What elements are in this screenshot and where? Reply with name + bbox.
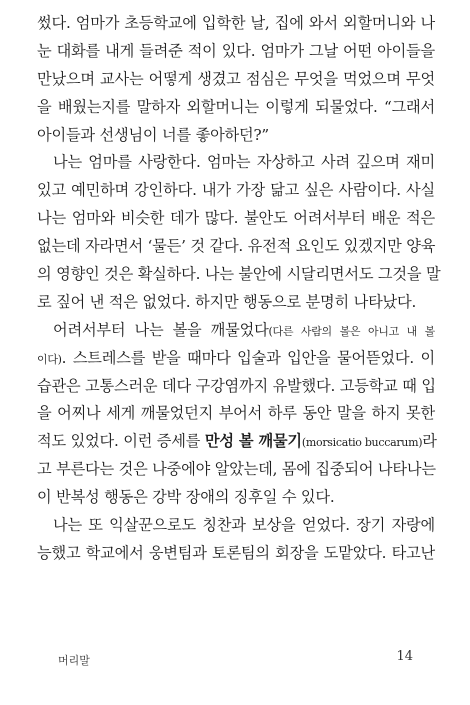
text-line: 나는 엄마와 비슷한 데가 많다. 불안도 어려서부터 배운 적은 (37, 209, 435, 228)
body-text (37, 10, 441, 568)
text-segment: . 스트레스를 받을 때마다 입술과 입안을 물어뜯었다. 이 (61, 348, 435, 367)
text-line: 을 어찌나 세게 깨물었던지 부어서 하루 동안 말을 하지 못한 (37, 404, 435, 423)
text-line: 고 부른다는 것은 나중에야 알았는데, 몸에 집중되어 나타나는 (37, 460, 436, 479)
text-line (37, 317, 435, 345)
text-line: 있고 예민하며 강인하다. 내가 가장 닮고 싶은 사람이다. 사실 (37, 181, 435, 200)
text-line: 눈 대화를 내게 들려준 적이 있다. 엄마가 그날 어떤 아이들을 (37, 41, 435, 60)
text-segment: 어려서부터 나는 볼을 깨물었다 (53, 320, 269, 339)
running-footer-section: 머리말 (58, 654, 90, 667)
text-line: 나는 엄마를 사랑한다. 엄마는 자상하고 사려 깊으며 재미 (53, 153, 435, 172)
text-line: 능했고 학교에서 웅변팀과 토론팀의 회장을 도맡았다. 타고난 (37, 543, 435, 562)
text-line: 을 배웠는지를 말하자 외할머니는 이렇게 되물었다. “그래서 (37, 97, 435, 116)
text-segment: 적도 있었다. 이런 증세를 (37, 432, 205, 451)
latin-term: (morsicatio buccarum) (301, 436, 423, 450)
text-line: 습관은 고통스러운 데다 구강염까지 유발했다. 고등학교 때 입 (37, 376, 436, 395)
text-line: 나는 또 익살꾼으로도 칭찬과 보상을 얻었다. 장기 자랑에 (53, 516, 435, 535)
parenthetical-note: (다른 사람의 볼은 아니고 내 볼 (268, 324, 435, 338)
parenthetical-note: 이다) (37, 352, 62, 366)
text-line: 로 짚어 낸 적은 없었다. 하지만 행동으로 분명히 나타났다. (37, 292, 417, 311)
text-line (37, 345, 435, 373)
text-line: 의 영향인 것은 확실하다. 나는 불안에 시달리면서도 그것을 말 (37, 265, 441, 284)
page-number: 14 (396, 649, 413, 664)
bold-term: 만성 볼 깨물기 (204, 432, 302, 451)
text-line: 이 반복성 행동은 강박 장애의 징후일 수 있다. (37, 488, 335, 507)
text-segment: 라 (422, 432, 437, 451)
text-line (37, 428, 435, 456)
text-line: 없는데 자라면서 ‘물든’ 것 같다. 유전적 요인도 있겠지만 양육 (37, 237, 436, 256)
text-line: 만났으며 교사는 어떻게 생겼고 점심은 무엇을 먹었으며 무엇 (37, 69, 435, 88)
text-line: 아이들과 선생님이 너를 좋아하던?” (37, 125, 269, 144)
text-line: 썼다. 엄마가 초등학교에 입학한 날, 집에 와서 외할머니와 나 (37, 14, 435, 32)
